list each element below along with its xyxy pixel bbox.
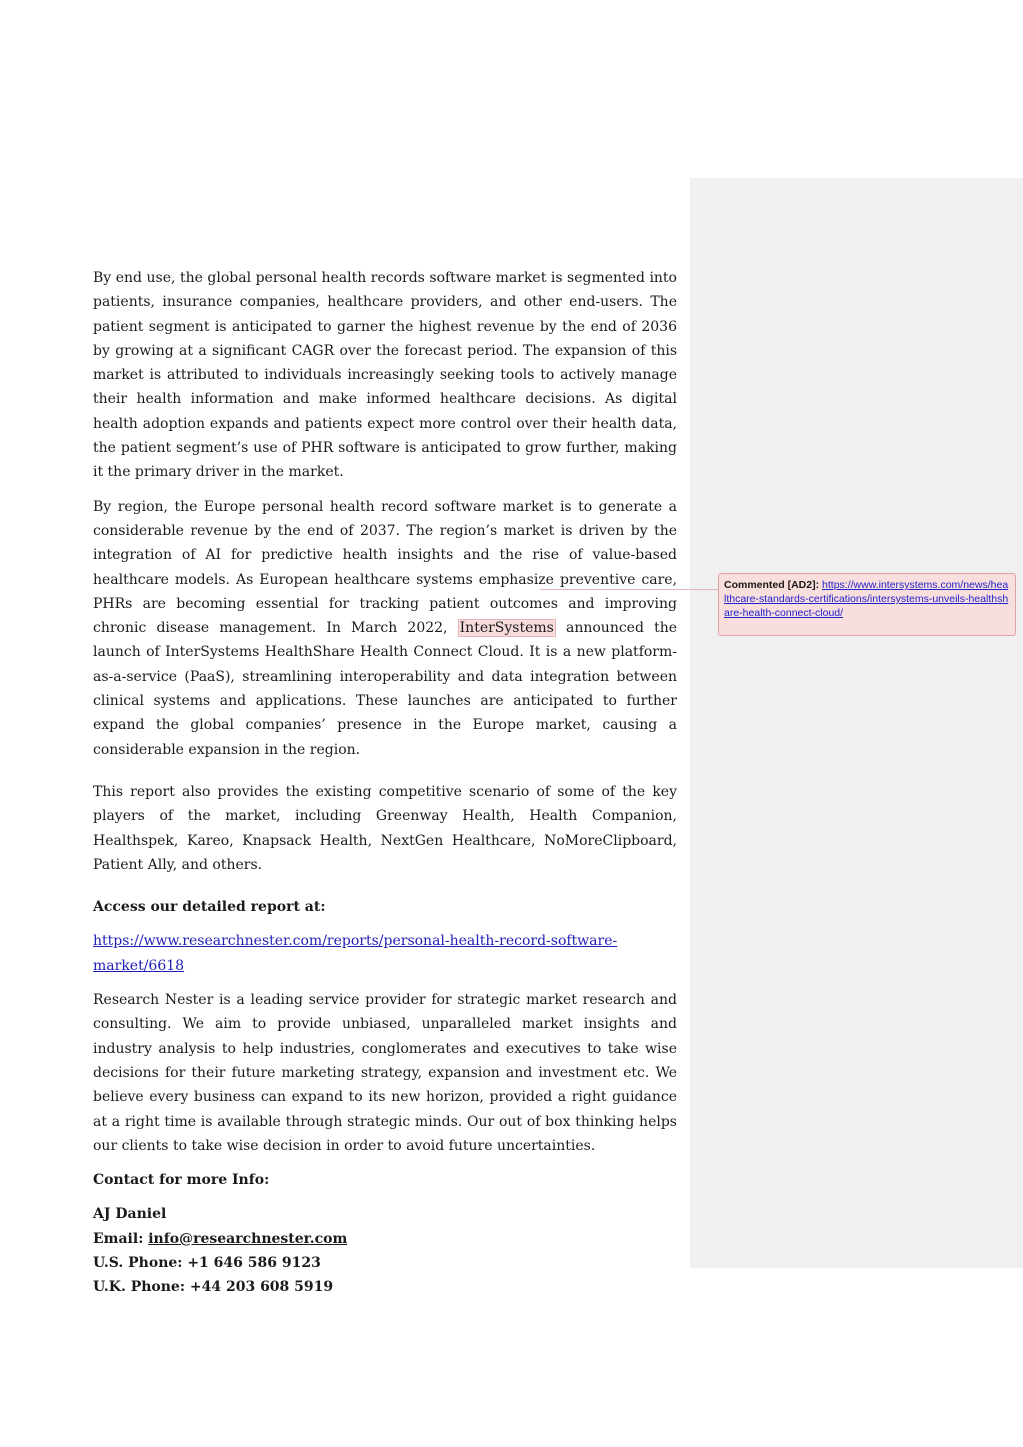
access-heading: Access our detailed report at: (93, 899, 326, 916)
paragraph-about: Research Nester is a leading service provider for strategic market research and consulting. We aim to provide unbiased, unparalleled market insights and industry analysis to help industries, conglomerates and executives to take wise decisions for their future marketing strategy, expansion and investment etc. We believe every business can expand to its new horizon, provided a right guidance at a right time is available through strategic minds. Our out of box thinking helps our clients to take wise decision in order to avoid future uncertainties. (93, 992, 677, 1154)
paragraph-region-text-after: announced the launch of InterSystems HealthShare Health Connect Cloud. It is a new platform-as-a-service (PaaS), streamlining interoperability and data integration between clinical systems and applications. These launches are anticipated to further expand the global companies’ presence in the Europe market, causing a considerable expansion in the region. (93, 620, 677, 758)
email-link[interactable]: info@researchnester.com (148, 1230, 348, 1247)
contact-uk-phone: U.K. Phone: +44 203 608 5919 (93, 1279, 334, 1296)
comment-label: Commented [AD2]: (724, 579, 820, 591)
paragraph-key-players: This report also provides the existing competitive scenario of some of the key players of the market, including Greenway Health, Health Companion, Healthspek, Kareo, Knapsack Health, NextGen Healthcare, NoMoreClipboard, Patient Ally, and others. (93, 783, 677, 873)
contact-block (93, 1202, 677, 1299)
paragraph-end-use: By end use, the global personal health records software market is segmented into patients, insurance companies, healthcare providers, and other end-users. The patient segment is anticipated to garner the highest revenue by the end of 2036 by growing at a significant CAGR over the forecast period. The expansion of this market is attributed to individuals increasingly seeking tools to actively manage their health information and make informed healthcare decisions. As digital health adoption expands and patients expect more control over their health data, the patient segment’s use of PHR software is anticipated to grow further, making it the primary driver in the market. (93, 270, 677, 481)
report-link-line (93, 929, 677, 978)
contact-email-line (93, 1227, 677, 1251)
document-body (93, 266, 677, 1300)
paragraph-region-text-before: By region, the Europe personal health record software market is to generate a considerable revenue by the end of 2037. The region’s market is driven by the integration of AI for predictive health insights and the rise of value-based healthcare models. As European healthcare systems emphasize preventive care, PHRs are becoming essential for tracking patient outcomes and improving chronic disease management. In March 2022, (93, 498, 677, 637)
paragraph-region (93, 495, 677, 762)
email-label: Email: (93, 1230, 149, 1247)
commented-text-highlight[interactable]: InterSystems (459, 620, 554, 637)
report-link[interactable]: https://www.researchnester.com/reports/personal-health-record-software-market/6618 (93, 933, 618, 974)
contact-heading: Contact for more Info: (93, 1172, 270, 1189)
comment-connector-line (540, 589, 718, 590)
contact-name: AJ Daniel (93, 1206, 167, 1223)
comment-balloon[interactable] (718, 573, 1016, 636)
comment-pane (690, 178, 1023, 1268)
contact-us-phone: U.S. Phone: +1 646 586 9123 (93, 1254, 321, 1271)
comment-link[interactable]: https://www.intersystems.com/news/healthcare-standards-certifications/intersystems-unveils-healthshare-health-connect-cloud/ (724, 579, 1009, 619)
